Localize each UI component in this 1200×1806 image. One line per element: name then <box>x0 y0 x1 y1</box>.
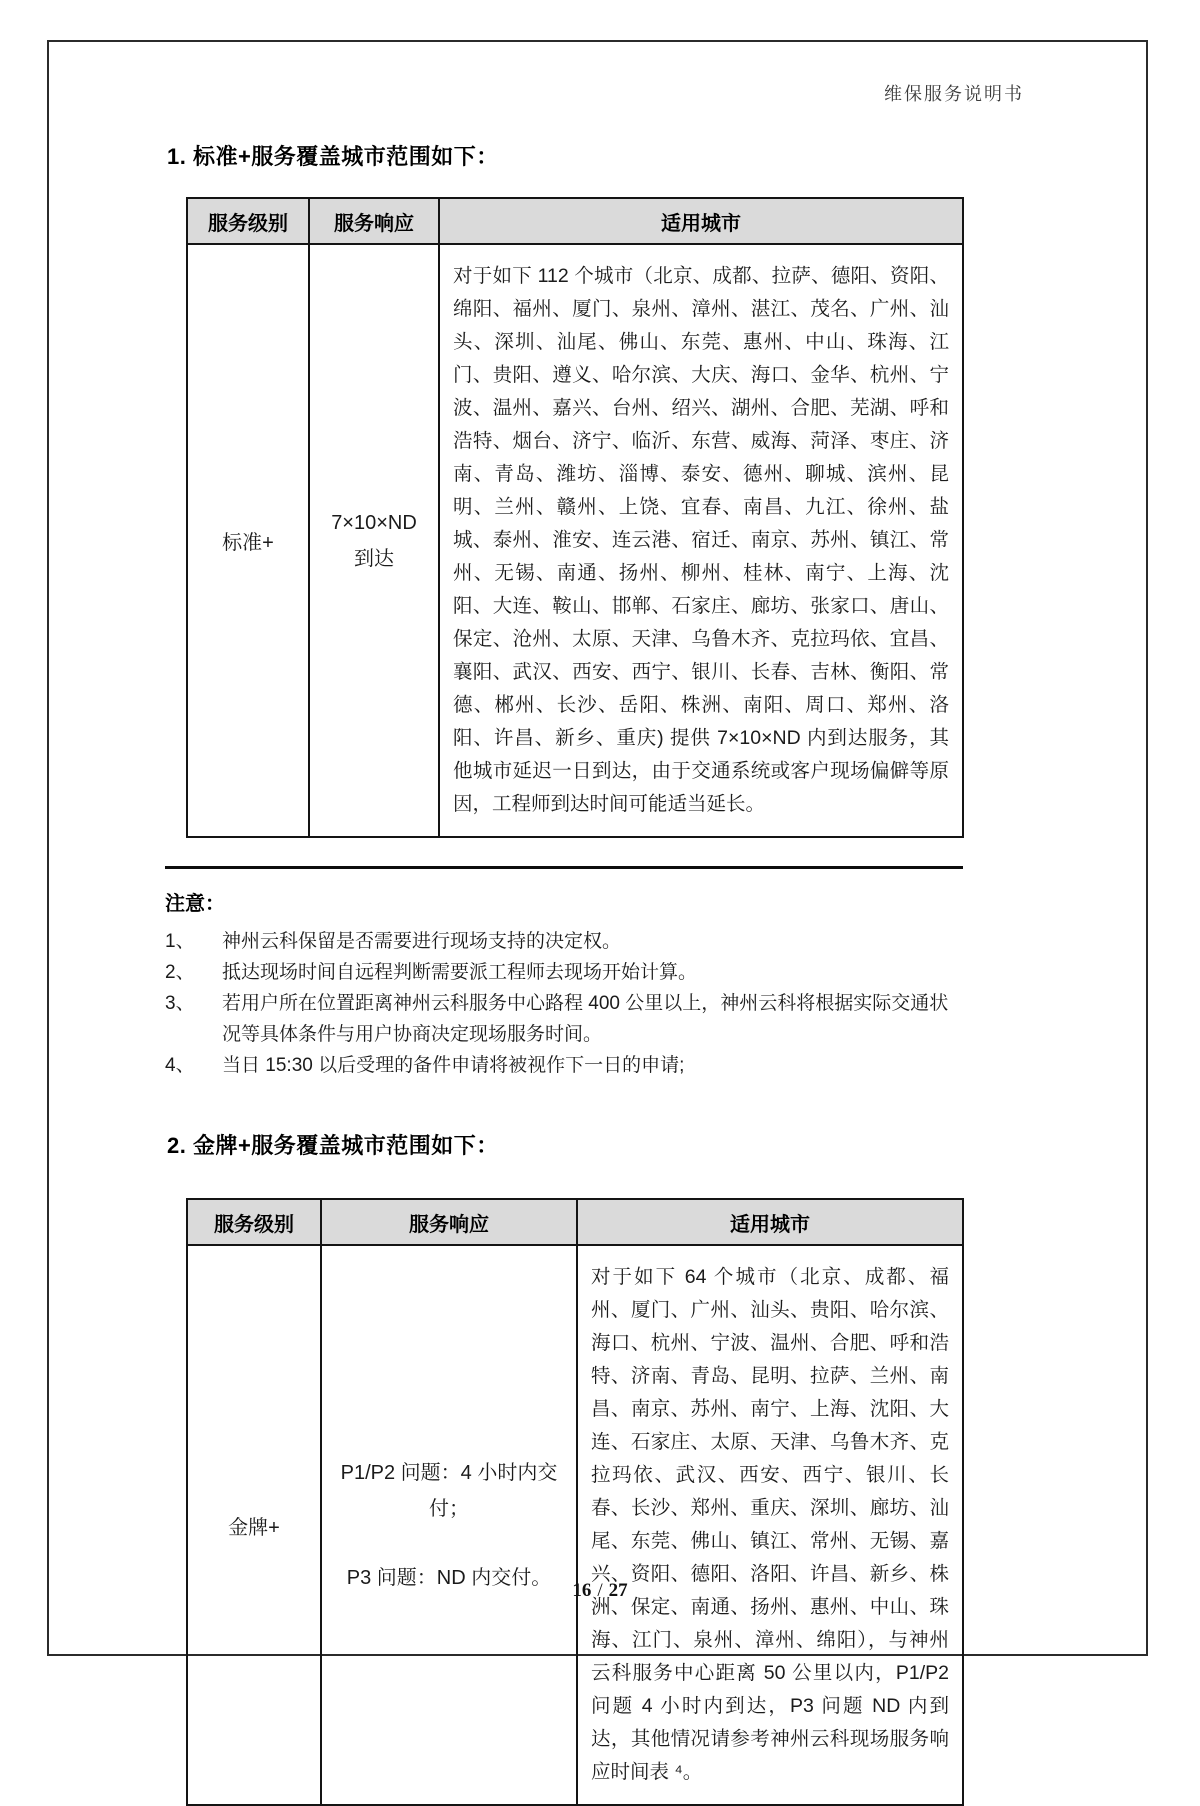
service-response-gap <box>332 1527 566 1560</box>
service-level-cell: 标准+ <box>187 244 309 837</box>
col-header-service-response: 服务响应 <box>309 198 439 244</box>
notes-label: 注意： <box>165 893 225 915</box>
page-content <box>165 140 963 1806</box>
page-number-separator: / <box>597 1580 603 1601</box>
col-header-service-level: 服务级别 <box>187 198 309 244</box>
service-response-cell <box>321 1245 577 1805</box>
page-number-footer <box>0 1580 1200 1602</box>
note-text: 当日 15:30 以后受理的备件申请将被视作下一日的申请; <box>222 1055 685 1076</box>
col-header-applicable-cities: 适用城市 <box>439 198 963 244</box>
note-text: 神州云科保留是否需要进行现场支持的决定权。 <box>222 931 622 952</box>
note-item-3 <box>165 988 963 1050</box>
table-header-row <box>187 198 963 244</box>
current-page-number: 16 <box>572 1580 592 1601</box>
service-response-p1p2: P1/P2 问题：4 小时内交付； <box>340 1461 558 1520</box>
col-header-service-response: 服务响应 <box>321 1199 577 1245</box>
document-header-title: 维保服务说明书 <box>884 84 1024 104</box>
service-response-line1: 7×10×ND <box>331 511 417 534</box>
note-text: 抵达现场时间自远程判断需要派工程师去现场开始计算。 <box>222 962 698 983</box>
note-item-1 <box>165 926 963 957</box>
note-item-4 <box>165 1050 963 1081</box>
section1-title: 1. 标准+服务覆盖城市范围如下： <box>167 144 499 169</box>
service-response-line2: 到达 <box>354 547 394 570</box>
service-response-cell <box>309 244 439 837</box>
table-header-row <box>187 1199 963 1245</box>
note-number: 2、 <box>165 962 195 983</box>
section-divider-line <box>165 866 963 869</box>
total-page-number: 27 <box>608 1580 628 1601</box>
standard-service-table <box>186 197 964 838</box>
note-number: 4、 <box>165 1055 195 1076</box>
section2-title: 2. 金牌+服务覆盖城市范围如下： <box>167 1133 499 1158</box>
gold-service-table <box>186 1198 964 1806</box>
col-header-service-level: 服务级别 <box>187 1199 321 1245</box>
service-level-cell: 金牌+ <box>187 1245 321 1805</box>
table-row <box>187 1245 963 1805</box>
table-row <box>187 244 963 837</box>
note-item-2 <box>165 957 963 988</box>
applicable-cities-cell: 对于如下 64 个城市（北京、成都、福州、厦门、广州、汕头、贵阳、哈尔滨、海口、杭州、宁波、温州、合肥、呼和浩特、济南、青岛、昆明、拉萨、兰州、南昌、南京、苏州、南宁、上海、沈阳、大连、石家庄、太原、天津、乌鲁木齐、克拉玛依、武汉、西安、西宁、银川、长春、长沙、郑州、重庆、深圳、廊坊、汕尾、东莞、佛山、镇江、常州、无锡、嘉兴、资阳、德阳、洛阳、许昌、新乡、株洲、保定、南通、扬州、惠州、中山、珠海、江门、泉州、漳州、绵阳），与神州云科服务中心距离 50 公里以内，P1/P2 问题 4 小时内到达，P3 问题 ND 内到达，其他情况请参考神州云科现场服务响应时间表 ⁴。 <box>577 1245 963 1805</box>
note-number: 3、 <box>165 993 195 1014</box>
service-response-p3: P3 问题：ND 内交付。 <box>346 1566 552 1589</box>
col-header-applicable-cities: 适用城市 <box>577 1199 963 1245</box>
note-number: 1、 <box>165 931 195 952</box>
applicable-cities-cell: 对于如下 112 个城市（北京、成都、拉萨、德阳、资阳、绵阳、福州、厦门、泉州、漳州、湛江、茂名、广州、汕头、深圳、汕尾、佛山、东莞、惠州、中山、珠海、江门、贵阳、遵义、哈尔滨、大庆、海口、金华、杭州、宁波、温州、嘉兴、台州、绍兴、湖州、合肥、芜湖、呼和浩特、烟台、济宁、临沂、东营、威海、菏泽、枣庄、济南、青岛、潍坊、淄博、泰安、德州、聊城、滨州、昆明、兰州、赣州、上饶、宜春、南昌、九江、徐州、盐城、泰州、淮安、连云港、宿迁、南京、苏州、镇江、常州、无锡、南通、扬州、柳州、桂林、南宁、上海、沈阳、大连、鞍山、邯郸、石家庄、廊坊、张家口、唐山、保定、沧州、太原、天津、乌鲁木齐、克拉玛依、宜昌、襄阳、武汉、西安、西宁、银川、长春、吉林、衡阳、常德、郴州、长沙、岳阳、株洲、南阳、周口、郑州、洛阳、许昌、新乡、重庆) 提供 7×10×ND 内到达服务，其他城市延迟一日到达，由于交通系统或客户现场偏僻等原因，工程师到达时间可能适当延长。 <box>439 244 963 837</box>
note-text: 若用户所在位置距离神州云科服务中心路程 400 公里以上，神州云科将根据实际交通状况等具体条件与用户协商决定现场服务时间。 <box>222 993 949 1045</box>
